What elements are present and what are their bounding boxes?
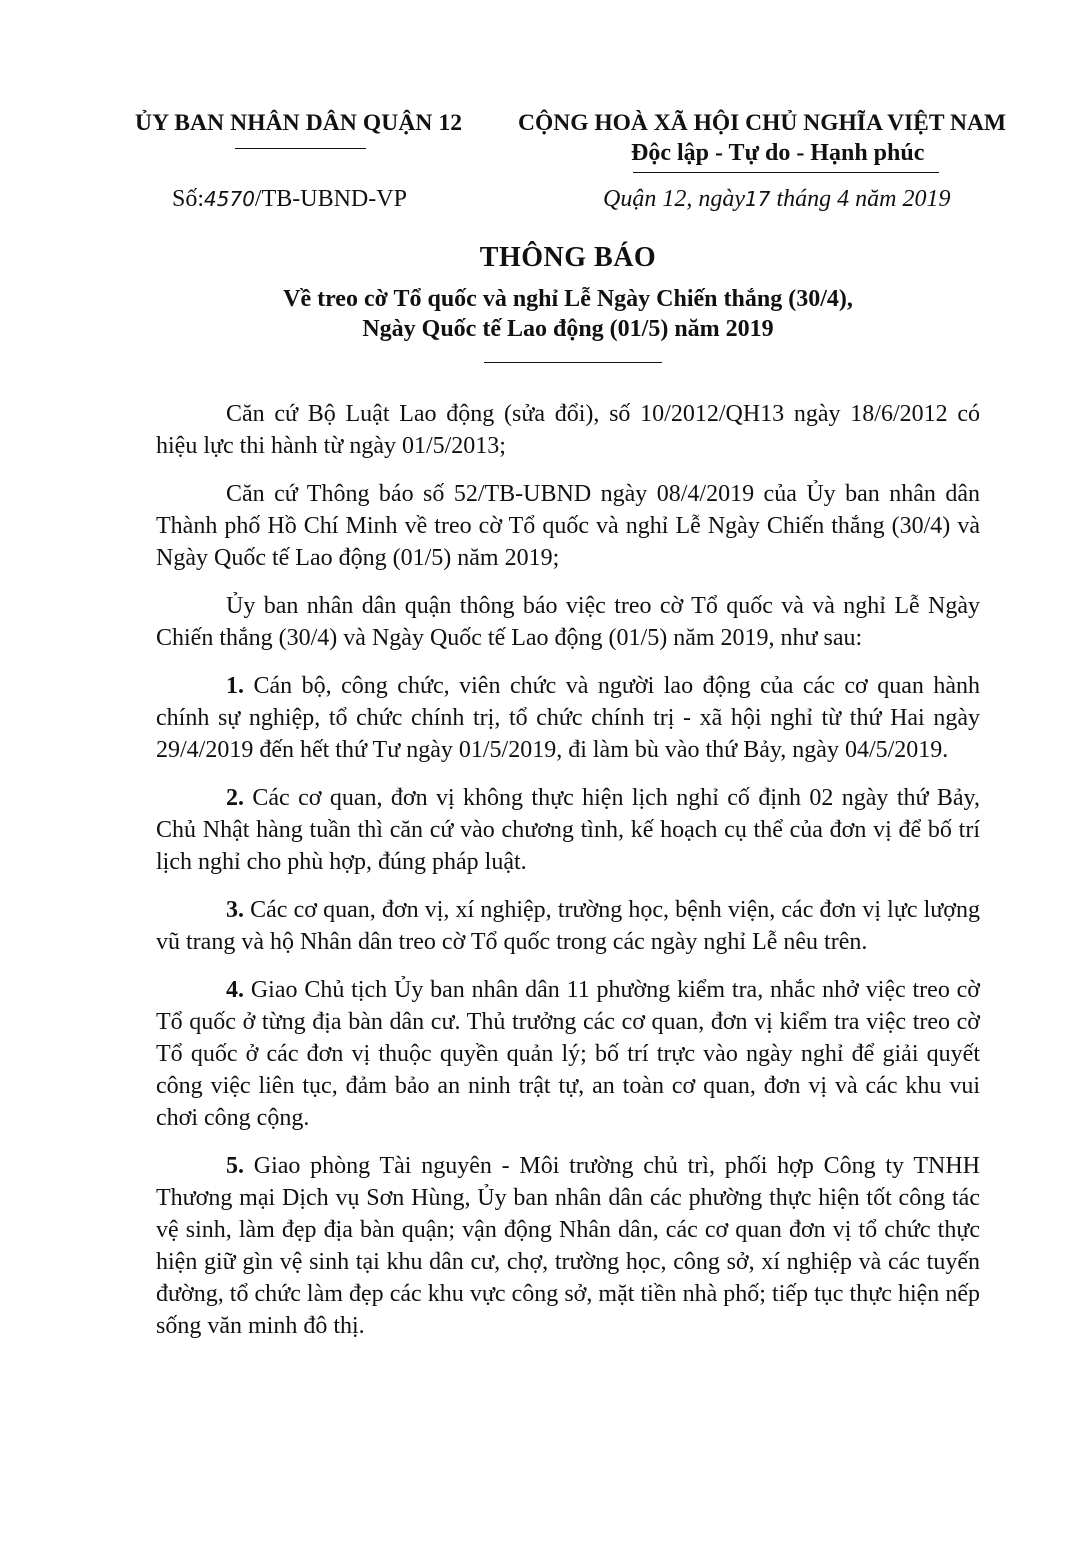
document-subtitle-line-2: Ngày Quốc tế Lao động (01/5) năm 2019: [362, 316, 774, 342]
document-body: [156, 398, 980, 1358]
doc-number-prefix: Số:: [172, 186, 205, 212]
date-suffix: tháng 4 năm 2019: [770, 186, 951, 212]
item-text: Giao phòng Tài nguyên - Môi trường chủ trì, phối hợp Công ty TNHH Thương mại Dịch vụ Sơn Hùng, Ủy ban nhân dân các phường thực hiện tốt công tác vệ sinh, làm đẹp địa bàn quận; vận động Nhân dân, các cơ quan đơn vị tổ chức thực hiện giữ gìn vệ sinh tại khu dân cư, chợ, trường học, công sở, xí nghiệp và các tuyến đường, tổ chức làm đẹp các khu vực công sở, mặt tiền nhà phố; tiếp tục thực hiện nếp sống văn minh đô thị.: [156, 1153, 980, 1339]
item-text: Các cơ quan, đơn vị không thực hiện lịch nghỉ cố định 02 ngày thứ Bảy, Chủ Nhật hàng tuần thì căn cứ vào chương tình, kế hoạch cụ thể của đơn vị để bố trí lịch nghỉ cho phù hợp, đúng pháp luật.: [156, 785, 980, 875]
document-title: THÔNG BÁO: [479, 242, 657, 273]
item-number: 1.: [226, 673, 244, 699]
list-item: [156, 1150, 980, 1342]
legal-basis-paragraph-2: Căn cứ Thông báo số 52/TB-UBND ngày 08/4/2019 của Ủy ban nhân dân Thành phố Hồ Chí Minh về treo cờ Tổ quốc và nghỉ Lễ Ngày Chiến thắng (30/4) và Ngày Quốc tế Lao động (01/5) năm 2019;: [156, 481, 980, 571]
item-number: 3.: [226, 897, 244, 923]
item-text: Các cơ quan, đơn vị, xí nghiệp, trường học, bệnh viện, các đơn vị lực lượng vũ trang và hộ Nhân dân treo cờ Tổ quốc trong các ngày nghỉ Lễ nêu trên.: [156, 897, 980, 955]
national-title: CỘNG HOÀ XÃ HỘI CHỦ NGHĨA VIỆT NAM: [518, 110, 1007, 136]
document-subtitle-line-1: Về treo cờ Tổ quốc và nghỉ Lễ Ngày Chiến thắng (30/4),: [283, 286, 853, 312]
list-item: [156, 894, 980, 958]
item-text: Cán bộ, công chức, viên chức và người lao động của các cơ quan hành chính sự nghiệp, tổ chức chính trị, tổ chức chính trị - xã hội nghỉ từ thứ Hai ngày 29/4/2019 đến hết thứ Tư ngày 01/5/2019, đi làm bù vào thứ Bảy, ngày 04/5/2019.: [156, 673, 980, 763]
announcement-intro: Ủy ban nhân dân quận thông báo việc treo cờ Tổ quốc và và nghỉ Lễ Ngày Chiến thắng (30/4) và Ngày Quốc tế Lao động (01/5) năm 2019, như sau:: [156, 593, 980, 651]
document-number: [172, 186, 407, 213]
national-motto: Độc lập - Tự do - Hạnh phúc: [631, 140, 925, 166]
list-item: [156, 782, 980, 878]
item-number: 4.: [226, 977, 244, 1003]
date-day-handwritten: 17: [744, 187, 771, 211]
item-text: Giao Chủ tịch Ủy ban nhân dân 11 phường kiểm tra, nhắc nhở việc treo cờ Tổ quốc ở từng địa bàn dân cư. Thủ trưởng các cơ quan, đơn vị kiểm tra việc treo cờ Tổ quốc ở các đơn vị thuộc quyền quản lý; bố trí trực vào ngày nghỉ để giải quyết công việc liên tục, đảm bảo an ninh trật tự, an toàn cơ quan, đơn vị và các khu vui chơi công cộng.: [156, 977, 980, 1131]
title-underline: [484, 362, 662, 363]
doc-number-handwritten: 4570: [204, 187, 255, 211]
list-item: [156, 974, 980, 1134]
item-number: 2.: [226, 785, 244, 811]
doc-number-suffix: /TB-UBND-VP: [254, 186, 407, 212]
motto-underline: [633, 172, 939, 173]
date-prefix: Quận 12, ngày: [603, 186, 745, 212]
agency-underline: [235, 148, 366, 149]
legal-basis-paragraph-1: Căn cứ Bộ Luật Lao động (sửa đổi), số 10/2012/QH13 ngày 18/6/2012 có hiệu lực thi hành từ ngày 01/5/2013;: [156, 401, 980, 459]
issuing-agency: ỦY BAN NHÂN DÂN QUẬN 12: [135, 110, 463, 136]
list-item: [156, 670, 980, 766]
date-line: [603, 186, 950, 213]
item-number: 5.: [226, 1153, 244, 1179]
